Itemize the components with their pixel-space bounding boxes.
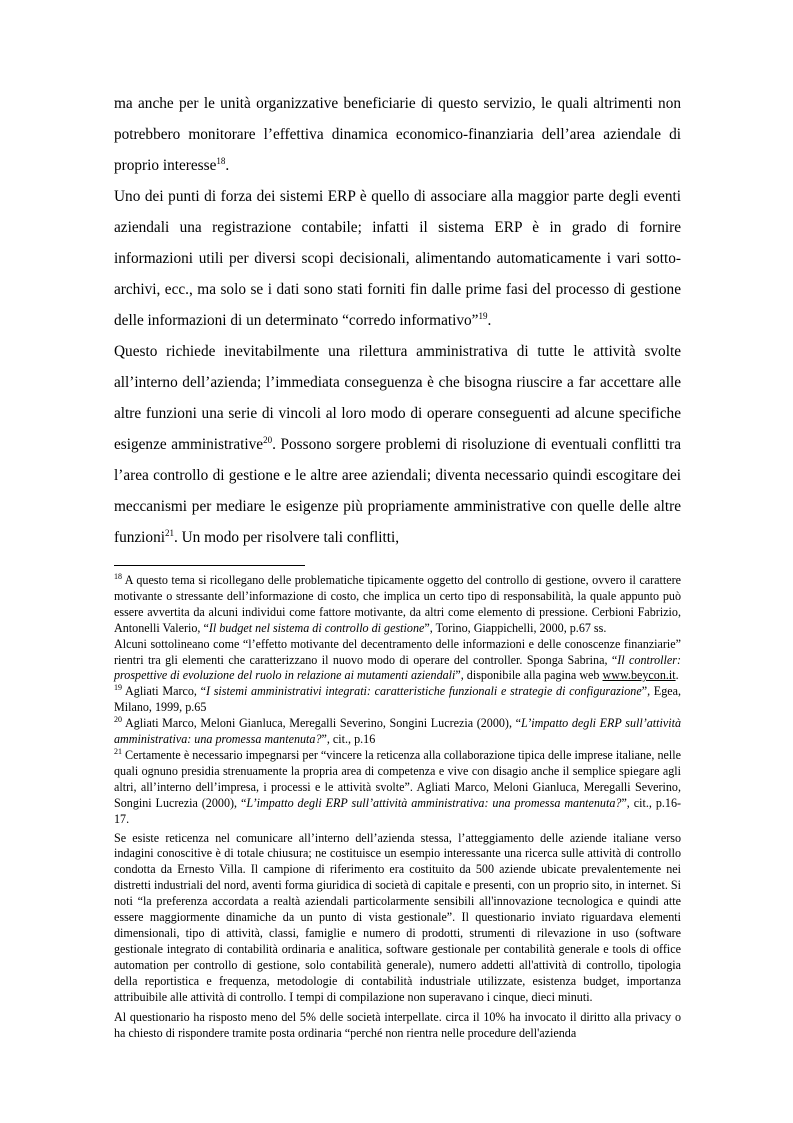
beycon-link[interactable]: www.beycon.it <box>602 668 676 683</box>
footnote-separator <box>114 565 305 566</box>
footnote-21-text: Certamente è necessario impegnarsi per “vincere la reticenza alla collaborazione tipica delle imprese italiane, nelle quali ognuno presidia strenuamente la propria area di competenza e vive con disagio anche il semplice spiegare agli altri, all’interno dell’impresa, i processi e le attività svolte”. Agliati Marco, Meloni Gianluca, Meregalli Severino, Songini Lucrezia (2000), “ <box>114 747 681 810</box>
paragraph-2-end: . <box>487 312 492 329</box>
footnote-21-number: 21 <box>114 746 122 756</box>
footnote-21 <box>114 748 681 828</box>
footnote-18-title-2: Il controller: prospettive di evoluzione del ruolo in relazione ai mutamenti aziendali <box>114 652 681 683</box>
footnote-18-text-2: Alcuni sottolineano come “l’effetto motivante del decentramento delle informazioni e delle conoscenze finanziarie” rientri tra gli elementi che caratterizzano il nuovo modo di operare del controller. Sponga Sabrina, “ <box>114 636 681 667</box>
paragraph-2 <box>114 181 681 336</box>
footnote-18 <box>114 573 681 637</box>
paragraph-1 <box>114 88 681 181</box>
paragraph-3 <box>114 336 681 553</box>
footnote-21-continued: Se esiste reticenza nel comunicare all’interno dell’azienda stessa, l’atteggiamento delle aziende italiane verso indagini conoscitive è di totale chiusura; ne costituisce un esempio interessante una ricerca sulle attività di controllo condotta da Ernesto Villa. Il campione di riferimento era costituito da 500 aziende ubicate prevalentemente nei distretti industriali del nord, aventi forma giuridica di società di capitale e presenti, con un proprio sito, in internet. Si noti “la preferenza accordata a realtà aziendali particolarmente sensibili all'innovazione tecnologica e quindi atte essere maggiormente dinamiche da un punto di vista gestionale”. Il questionario inviato riguardava elementi dimensionali, tipo di attività, classi, famiglie e numero di prodotti, strumenti di rilevazione in uso (software gestionale integrato di contabilità ordinaria e analitica, software gestionale per contabilità generale e tools di office automation per controllo di gestione, solo contabilità generale), numero addetti all'attività di controllo, tipologia della reportistica e frequenza, metodologie di contabilità industriale utilizzate, esistenza budget, importanza attribuibile alle attività di controllo. I tempi di compilazione non superavano i cinque, dieci minuti. <box>114 830 681 1004</box>
page-content <box>114 88 681 1042</box>
footnote-18-text-3: ”, disponibile alla pagina web <box>455 668 603 683</box>
paragraph-3-text-c: . Un modo per risolvere tali conflitti, <box>173 529 400 546</box>
footnote-18-number: 18 <box>114 571 122 581</box>
main-text <box>114 88 681 553</box>
footnote-20-citation: ”, cit., p.16 <box>321 732 376 747</box>
footnotes <box>114 573 681 1042</box>
footnote-19-text: Agliati Marco, “ <box>122 684 206 699</box>
footnote-21-title: L’impatto degli ERP sull’attività amministrativa: una promessa mantenuta? <box>246 795 622 810</box>
paragraph-1-text: ma anche per le unità organizzative beneficiarie di questo servizio, le quali altrimenti non potrebbero monitorare l’effettiva dinamica economico-finanziaria dell’area aziendale di proprio interesse <box>114 95 681 174</box>
footnote-20-text: Agliati Marco, Meloni Gianluca, Meregalli Severino, Songini Lucrezia (2000), “ <box>122 716 521 731</box>
footnote-ref-19[interactable]: 19 <box>478 310 488 321</box>
footnote-18-continued <box>114 637 681 685</box>
footnote-18-citation: ”, Torino, Giappichelli, 2000, p.67 ss. <box>424 620 607 635</box>
footnote-ref-20[interactable]: 20 <box>263 434 273 445</box>
footnote-18-end: . <box>675 668 679 683</box>
footnote-ref-21[interactable]: 21 <box>164 527 174 538</box>
footnote-19-number: 19 <box>114 683 122 693</box>
paragraph-1-end: . <box>225 157 230 174</box>
footnote-19-title: I sistemi amministrativi integrati: caratteristiche funzionali e strategie di configurazione <box>205 684 642 699</box>
paragraph-2-text: Uno dei punti di forza dei sistemi ERP è quello di associare alla maggior parte degli eventi aziendali una registrazione contabile; infatti il sistema ERP è in grado di fornire informazioni utili per diversi scopi decisionali, alimentando automaticamente i vari sotto-archivi, ecc., ma solo se i dati sono stati forniti fin dalle prime fasi del processo di gestione delle informazioni di un determinato “corredo informativo” <box>114 188 681 329</box>
footnote-20-title: L’impatto degli ERP sull’attività amministrativa: una promessa mantenuta? <box>114 716 681 747</box>
footnote-19-citation: ”, Egea, Milano, 1999, p.65 <box>114 684 682 715</box>
footnote-20-number: 20 <box>114 715 122 725</box>
footnote-19 <box>114 684 681 716</box>
paragraph-3-text-b: . Possono sorgere problemi di risoluzione di eventuali conflitti tra l’area controllo di gestione e le altre aree aziendali; diventa necessario quindi escogitare dei meccanismi per mediare le esigenze più propriamente amministrative con quelle delle altre funzioni <box>114 436 681 546</box>
footnote-18-text: A questo tema si ricollegano delle problematiche tipicamente oggetto del controllo di gestione, ovvero il carattere motivante o stressante dell’informazione di costo, che implica un certo tipo di responsabilità, la quale appunto può essere avvertita da alcuni individui come fattore motivante, da altri come elemento di pressione. Cerbioni Fabrizio, Antonelli Valerio, “ <box>114 573 681 635</box>
footnote-21-final: Al questionario ha risposto meno del 5% delle società interpellate. circa il 10% ha invocato il diritto alla privacy o ha chiesto di rispondere tramite posta ordinaria “perché non rientra nelle procedure dell'azienda <box>114 1010 681 1041</box>
footnote-20 <box>114 716 681 748</box>
footnote-18-title: Il budget nel sistema di controllo di gestione <box>208 620 425 635</box>
paragraph-3-text-a: Questo richiede inevitabilmente una rilettura amministrativa di tutte le attività svolte all’interno dell’azienda; l’immediata conseguenza è che bisogna riuscire a far accettare alle altre funzioni una serie di vincoli al loro modo di operare conseguenti ad alcune specifiche esigenze amministrative <box>114 343 681 453</box>
footnote-ref-18[interactable]: 18 <box>216 155 226 166</box>
footnote-21-citation: ”, cit., p.16-17. <box>114 795 682 826</box>
